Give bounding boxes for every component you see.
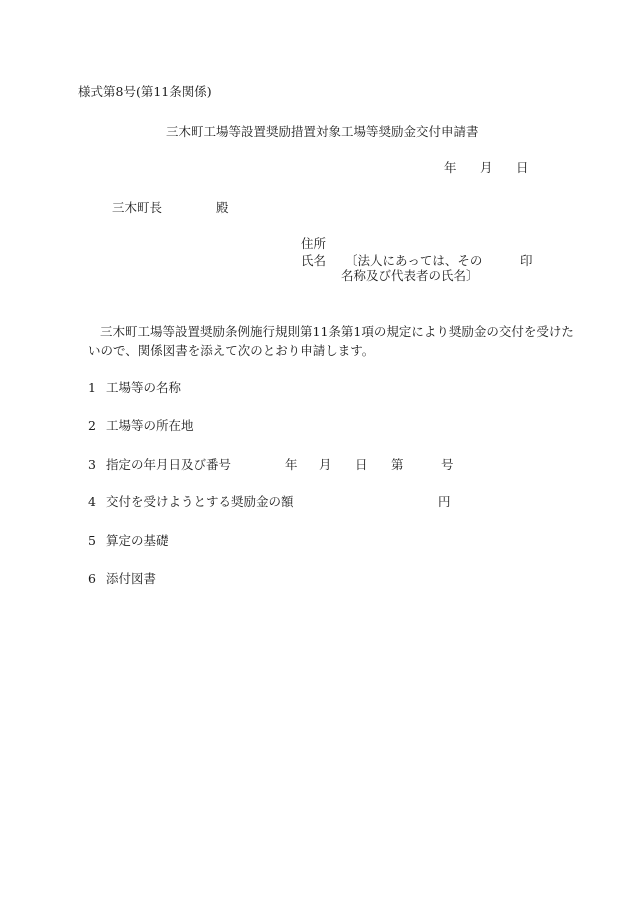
body-line-2: いので、関係図書を添えて次のとおり申請します。 [88, 343, 375, 358]
date-day: 日 [516, 160, 529, 175]
date-month: 月 [480, 160, 493, 175]
amount-unit: 円 [438, 494, 451, 509]
item-number: 3 [88, 457, 96, 472]
form-number: 様式第8号(第11条関係) [78, 84, 212, 99]
designation-day: 日 [355, 457, 368, 472]
designation-month: 月 [319, 457, 332, 472]
item-number: 5 [88, 533, 96, 548]
designation-dai: 第 [391, 457, 404, 472]
item-number: 4 [88, 494, 96, 509]
designation-go: 号 [441, 457, 454, 472]
item-number: 1 [88, 380, 96, 395]
item-number: 6 [88, 571, 96, 586]
item-label: 添付図書 [106, 571, 157, 586]
corporate-note-line2: 名称及び代表者の氏名〕 [341, 268, 479, 283]
form-title: 三木町工場等設置奨励措置対象工場等奨励金交付申請書 [166, 124, 479, 139]
seal-mark: 印 [520, 253, 533, 268]
item-label: 交付を受けようとする奨励金の額 [106, 494, 294, 509]
addressee-honorific: 殿 [216, 200, 229, 215]
designation-year: 年 [285, 457, 298, 472]
item-number: 2 [88, 418, 96, 433]
name-label: 氏名 [301, 253, 327, 268]
body-line-1: 三木町工場等設置奨励条例施行規則第11条第1項の規定により奨励金の交付を受けた [100, 324, 574, 339]
item-label: 工場等の名称 [106, 380, 182, 395]
corporate-note-line1: 〔法人にあっては、その [345, 253, 483, 268]
address-label: 住所 [301, 236, 327, 251]
item-label: 工場等の所在地 [106, 418, 194, 433]
item-label: 算定の基礎 [106, 533, 169, 548]
date-year: 年 [444, 160, 457, 175]
item-label: 指定の年月日及び番号 [106, 457, 232, 472]
addressee-name: 三木町長 [112, 200, 163, 215]
